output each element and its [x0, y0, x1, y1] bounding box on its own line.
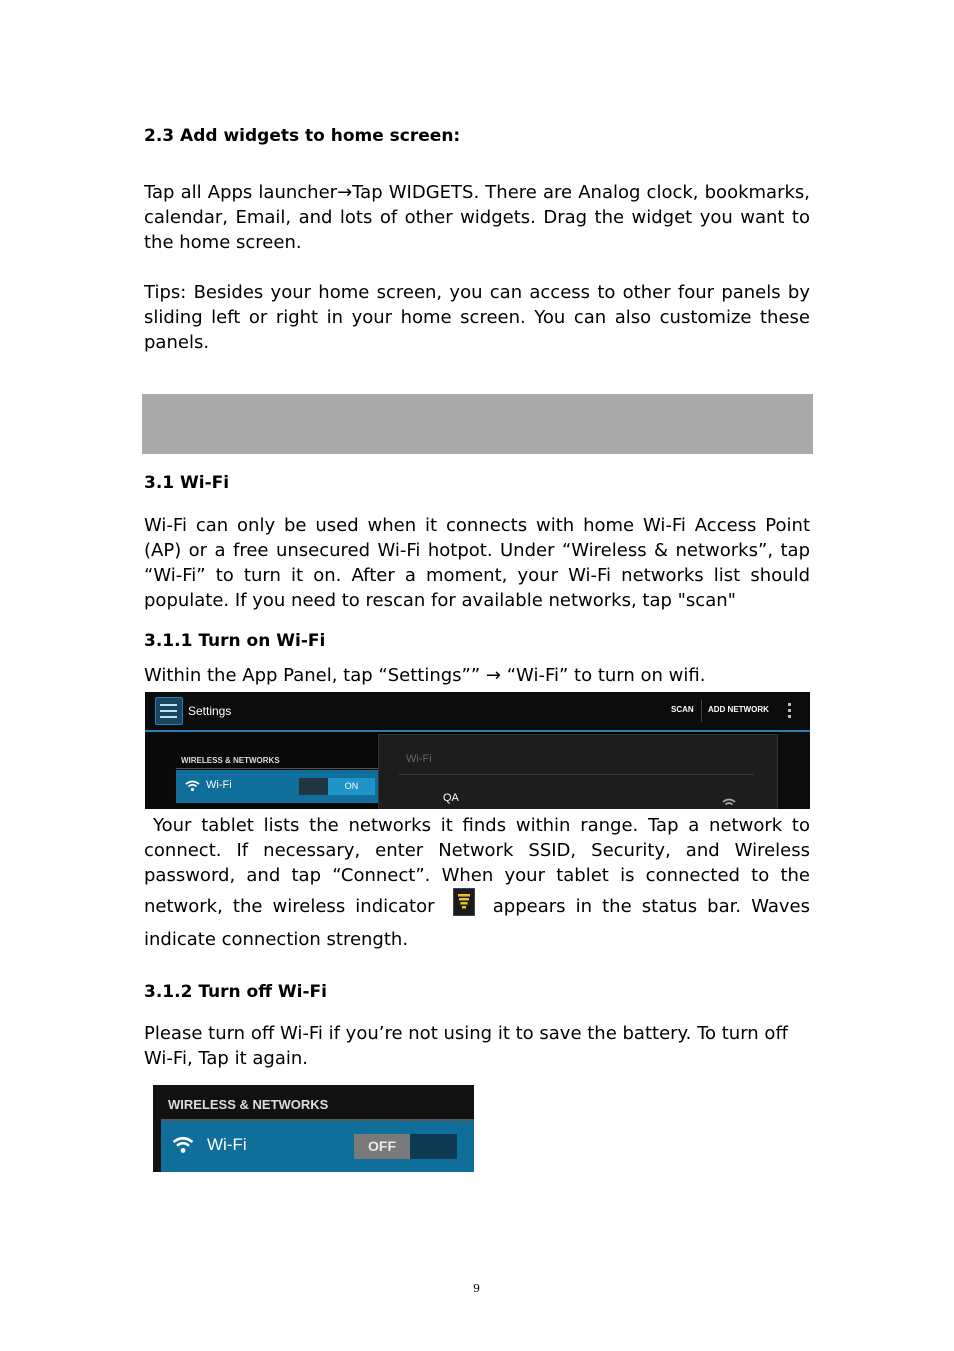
- wifi-icon: [185, 780, 200, 792]
- section-heading-3-1: 3.1 Wi-Fi: [144, 473, 230, 493]
- paragraph-turn-on-intro: Within the App Panel, tap “Settings”” → “Wi-Fi” to turn on wifi.: [144, 665, 706, 686]
- paragraph-connect-part2: appears in the status bar. Waves indicate connection strength.: [144, 896, 810, 950]
- paragraph-wifi: Wi-Fi can only be used when it connects with home Wi-Fi Access Point (AP) or a free unsecured Wi-Fi hotpot. Under “Wireless & networks”, tap “Wi-Fi” to turn it on. After a moment, your Wi-Fi networks list should populate. If you need to rescan for available networks, tap "scan": [144, 515, 810, 611]
- scan-button[interactable]: SCAN: [671, 705, 694, 714]
- section-heading-3-1-2: 3.1.2 Turn off Wi-Fi: [144, 982, 327, 1002]
- toggle-on-label: ON: [328, 778, 375, 795]
- wireless-indicator-icon: [453, 888, 475, 916]
- settings-title: Settings: [188, 704, 232, 718]
- wifi-toggle[interactable]: [299, 778, 375, 795]
- action-bar: [145, 692, 810, 732]
- section-heading-3-1-1: 3.1.1 Turn on Wi-Fi: [144, 631, 326, 651]
- category-header: [153, 1085, 474, 1121]
- category-label: WIRELESS & NETWORKS: [181, 756, 280, 765]
- wifi-label: Wi-Fi: [206, 779, 232, 791]
- divider: [701, 700, 702, 722]
- category-label: WIRELESS & NETWORKS: [168, 1097, 329, 1112]
- settings-icon: [155, 697, 183, 725]
- overflow-menu-icon[interactable]: [788, 703, 791, 719]
- wifi-toggle[interactable]: [354, 1134, 457, 1159]
- screenshot-wifi-off: [153, 1085, 474, 1172]
- wifi-label: Wi-Fi: [207, 1135, 247, 1154]
- add-network-button[interactable]: ADD NETWORK: [708, 705, 769, 714]
- pane-title: Wi-Fi: [406, 753, 432, 765]
- chapter-band: [142, 394, 813, 454]
- paragraph-tips: Tips: Besides your home screen, you can access to other four panels by sliding left or right in your home screen. You can also customize these panels.: [144, 282, 810, 353]
- screenshot-wifi-on: [145, 692, 810, 809]
- paragraph-turn-off: Please turn off Wi-Fi if you’re not using it to save the battery. To turn off Wi-Fi, Tap it again.: [144, 1023, 788, 1069]
- wifi-network-pane: [378, 734, 778, 809]
- wifi-settings-row[interactable]: [161, 1121, 474, 1172]
- paragraph-connect: [144, 813, 810, 956]
- section-heading-2-3: 2.3 Add widgets to home screen:: [144, 126, 461, 146]
- scroll-edge: [778, 732, 810, 809]
- paragraph-widgets: Tap all Apps launcher→Tap WIDGETS. There are Analog clock, bookmarks, calendar, Email, and lots of other widgets. Drag the widget you want to the home screen.: [144, 182, 810, 253]
- paragraph-connect-part1: Your tablet lists the networks it finds within range. Tap a network to connect. If necessary, enter Network SSID, Security, and Wireless password, and tap “Connect”. When your tablet is connected to the network, the wireless indicator: [144, 815, 810, 917]
- wifi-settings-row[interactable]: [176, 770, 378, 803]
- toggle-off-label: OFF: [354, 1134, 410, 1159]
- wifi-icon: [172, 1136, 194, 1154]
- divider: [399, 774, 754, 775]
- network-signal-icon: [722, 798, 736, 809]
- page-number: 9: [473, 1282, 480, 1295]
- divider: [176, 768, 378, 769]
- network-name[interactable]: QA: [443, 792, 459, 804]
